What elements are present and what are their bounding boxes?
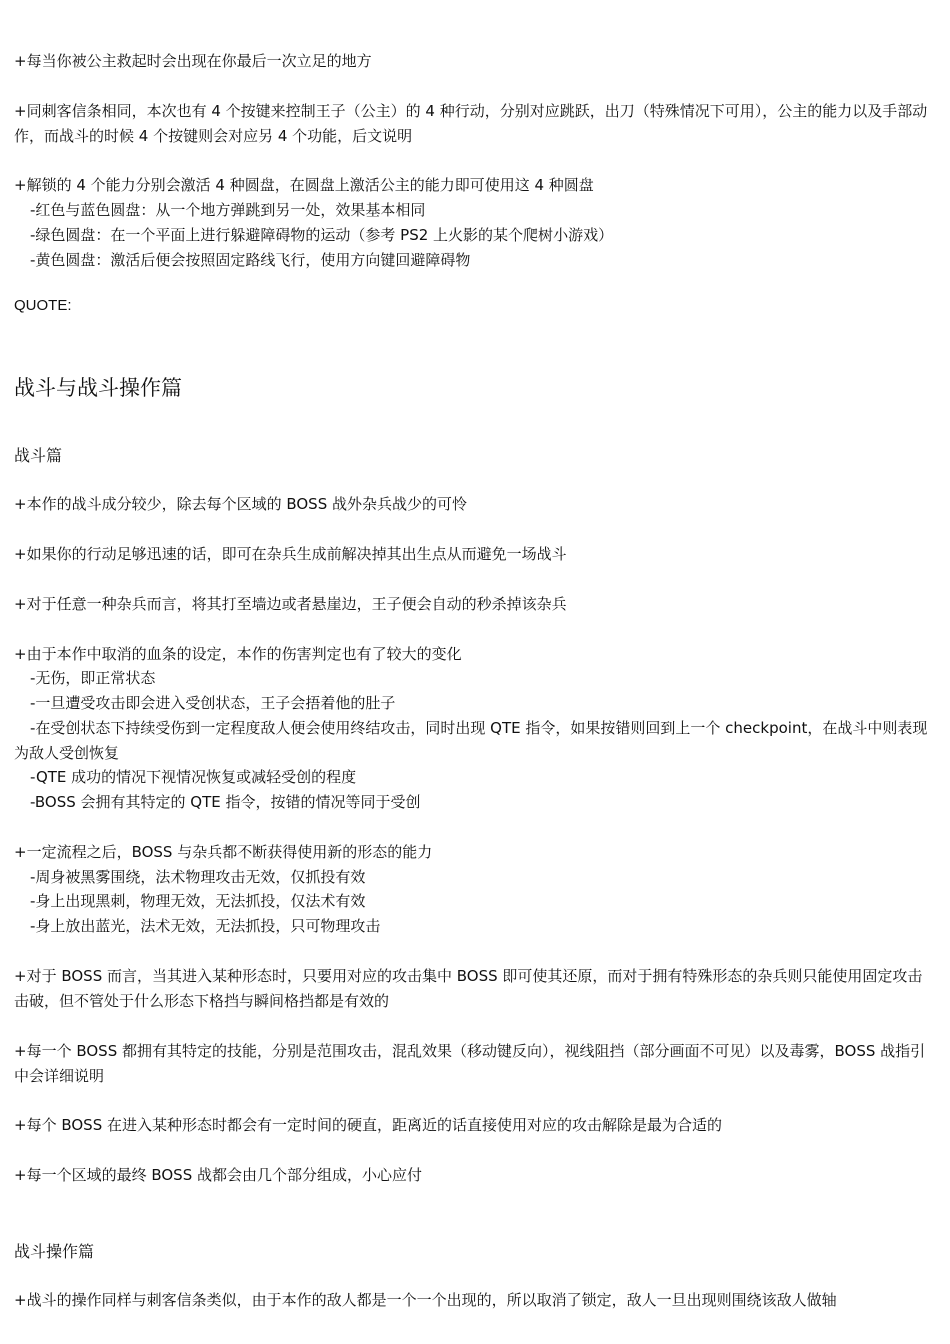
subheading-combat-controls: 战斗操作篇: [14, 1242, 95, 1261]
paragraph-final-boss: +每一个区域的最终 BOSS 战都会由几个部分组成，小心应付: [14, 1166, 422, 1184]
list-item-black-fog: -周身被黑雾围绕，法术物理攻击无效，仅抓投有效: [30, 868, 366, 886]
quote-label: QUOTE:: [14, 297, 72, 314]
list-item-blue-light: -身上放出蓝光，法术无效，无法抓投，只可物理攻击: [30, 917, 381, 935]
paragraph-boss-forms: +对于 BOSS 而言，当其进入某种形态时，只要用对应的攻击集中 BOSS 即可使其还原，而对于拥有特殊形态的杂兵则只能使用固定攻击击破，但不管处于什么形态下格挡与瞬间格挡都是有效的: [14, 967, 923, 1010]
paragraph-few-battles: +本作的战斗成分较少，除去每个区域的 BOSS 战外杂兵战少的可怜: [14, 495, 467, 513]
paragraph-boss-skills: +每一个 BOSS 都拥有其特定的技能，分别是范围攻击，混乱效果（移动键反向），视线阻挡（部分画面不可见）以及毒雾，BOSS 战指引中会详细说明: [14, 1042, 926, 1085]
paragraph-damage: +由于本作中取消的血条的设定，本作的伤害判定也有了较大的变化: [14, 645, 462, 663]
list-item-red-blue-disc: -红色与蓝色圆盘：从一个地方弹跳到另一处，效果基本相同: [30, 201, 426, 219]
paragraph-wall-kill: +对于任意一种杂兵而言，将其打至墙边或者悬崖边，王子便会自动的秒杀掉该杂兵: [14, 595, 567, 613]
paragraph-forms: +一定流程之后，BOSS 与杂兵都不断获得使用新的形态的能力: [14, 843, 433, 861]
list-item-black-spikes: -身上出现黑刺，物理无效，无法抓投，仅法术有效: [30, 892, 366, 910]
paragraph-controls: +同刺客信条相同，本次也有 4 个按键来控制王子（公主）的 4 种行动，分别对应跳跃，出刀（特殊情况下可用），公主的能力以及手部动作，而战斗的时候 4 个按键则会对应另 4 个功能，后文说明: [14, 102, 928, 145]
list-item-qte-success: -QTE 成功的情况下视情况恢复或减轻受创的程度: [30, 768, 357, 786]
paragraph-boss-stagger: +每个 BOSS 在进入某种形态时都会有一定时间的硬直，距离近的话直接使用对应的攻击解除是最为合适的: [14, 1116, 722, 1134]
list-item-yellow-disc: -黄色圆盘：激活后便会按照固定路线飞行，使用方向键回避障碍物: [30, 251, 471, 269]
list-item-no-damage: -无伤，即正常状态: [30, 669, 156, 687]
paragraph-combat-controls: +战斗的操作同样与刺客信条类似，由于本作的敌人都是一个一个出现的，所以取消了锁定，敌人一旦出现则围绕该敌人做轴: [14, 1291, 837, 1309]
subheading-combat: 战斗篇: [14, 446, 63, 465]
list-item-finisher: -在受创状态下持续受伤到一定程度敌人便会使用终结攻击，同时出现 QTE 指令，如果按错则回到上一个 checkpoint，在战斗中则表现为敌人受创恢复: [14, 719, 928, 762]
list-item-boss-qte: -BOSS 会拥有其特定的 QTE 指令，按错的情况等同于受创: [30, 793, 421, 811]
paragraph-spawn-point: +如果你的行动足够迅速的话，即可在杂兵生成前解决掉其出生点从而避免一场战斗: [14, 545, 567, 563]
list-item-wounded: -一旦遭受攻击即会进入受创状态，王子会捂着他的肚子: [30, 694, 396, 712]
list-item-green-disc: -绿色圆盘：在一个平面上进行躲避障碍物的运动（参考 PS2 上火影的某个爬树小游戏）: [30, 226, 614, 244]
section-heading-combat: 战斗与战斗操作篇: [14, 376, 182, 400]
paragraph-discs: +解锁的 4 个能力分别会激活 4 种圆盘，在圆盘上激活公主的能力即可使用这 4 种圆盘: [14, 176, 594, 194]
paragraph-rescue-point: +每当你被公主救起时会出现在你最后一次立足的地方: [14, 52, 372, 70]
